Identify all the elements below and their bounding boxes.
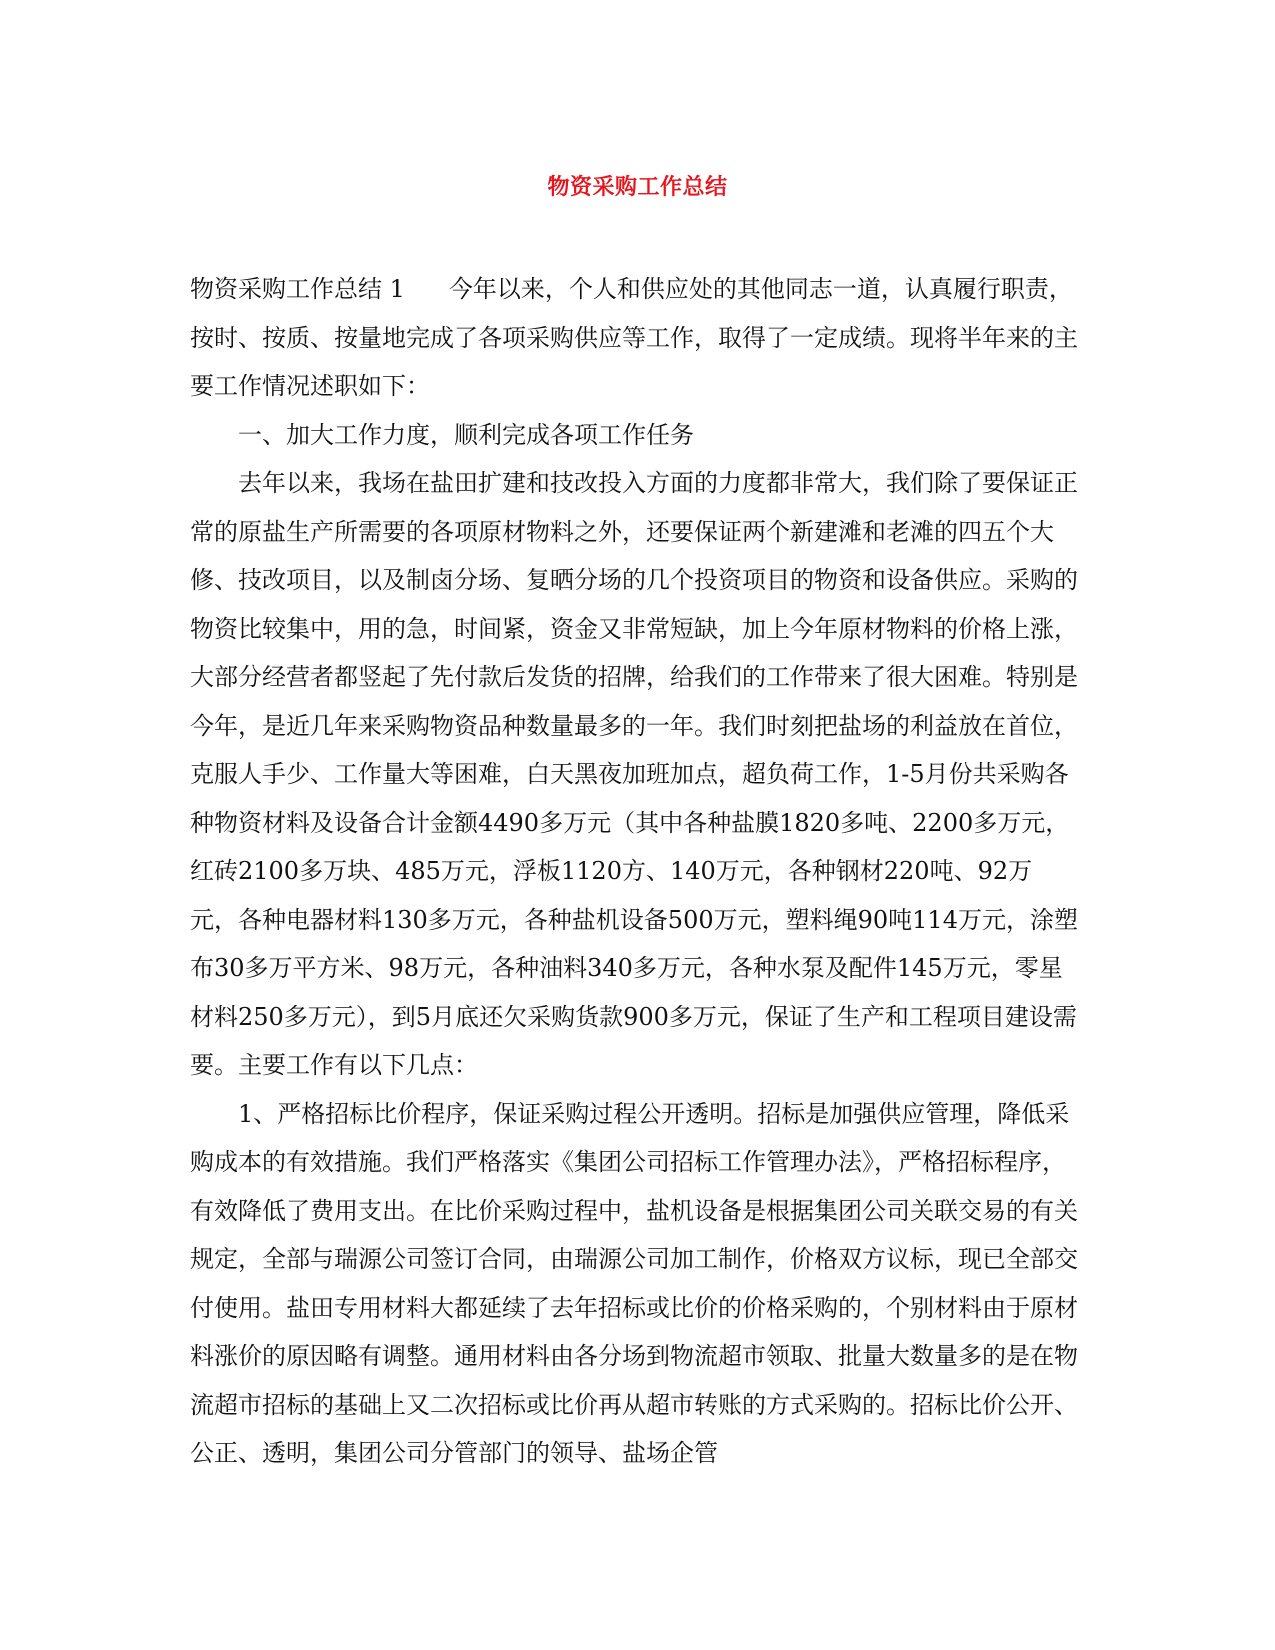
paragraph-2: 1、严格招标比价程序，保证采购过程公开透明。招标是加强供应管理，降低采购成本的有效措施。我们严格落实《集团公司招标工作管理办法》，严格招标程序，有效降低了费用支出。在比价采购过程中，盐机设备是根据集团公司关联交易的有关规定，全部与瑞源公司签订合同，由瑞源公司加工制作，价格双方议标，现已全部交付使用。盐田专用材料大都延续了去年招标或比价的价格采购的，个别材料由于原材料涨价的原因略有调整。通用材料由各分场到物流超市领取、批量大数量多的是在物流超市招标的基础上又二次招标或比价再从超市转账的方式采购的。招标比价公开、公正、透明，集团公司分管部门的领导、盐场企管 (190, 1099, 1078, 1467)
lead-label: 物资采购工作总结 1 (190, 275, 405, 303)
document-body (190, 265, 1080, 1478)
lead-paragraph (190, 265, 1080, 411)
lead-text: 今年以来，个人和供应处的其他同志一道，认真履行职责，按时、按质、按量地完成了各项采购供应等工作，取得了一定成绩。现将半年来的主要工作情况述职如下： (190, 275, 1078, 400)
document-title: 物资采购工作总结 (547, 174, 728, 200)
paragraph-1: 去年以来，我场在盐田扩建和技改投入方面的力度都非常大，我们除了要保证正常的原盐生产所需要的各项原材物料之外，还要保证两个新建滩和老滩的四五个大修、技改项目，以及制卤分场、复晒分场的几个投资项目的物资和设备供应。采购的物资比较集中，用的急，时间紧，资金又非常短缺，加上今年原材物料的价格上涨，大部分经营者都竖起了先付款后发货的招牌，给我们的工作带来了很大困难。特别是今年，是近几年来采购物资品种数量最多的一年。我们时刻把盐场的利益放在首位，克服人手少、工作量大等困难，白天黑夜加班加点，超负荷工作，1-5月份共采购各种物资材料及设备合计金额4490多万元（其中各种盐膜1820多吨、2200多万元，红砖2100多万块、485万元，浮板1120方、140万元，各种钢材220吨、92万元，各种电器材料130多万元，各种盐机设备500万元，塑料绳90吨114万元，涂塑布30多万平方米、98万元，各种油料340多万元，各种水泵及配件145万元，零星材料250多万元），到5月底还欠采购货款900多万元，保证了生产和工程项目建设需要。主要工作有以下几点： (190, 469, 1078, 1079)
section-heading: 一、加大工作力度，顺利完成各项工作任务 (238, 420, 694, 449)
